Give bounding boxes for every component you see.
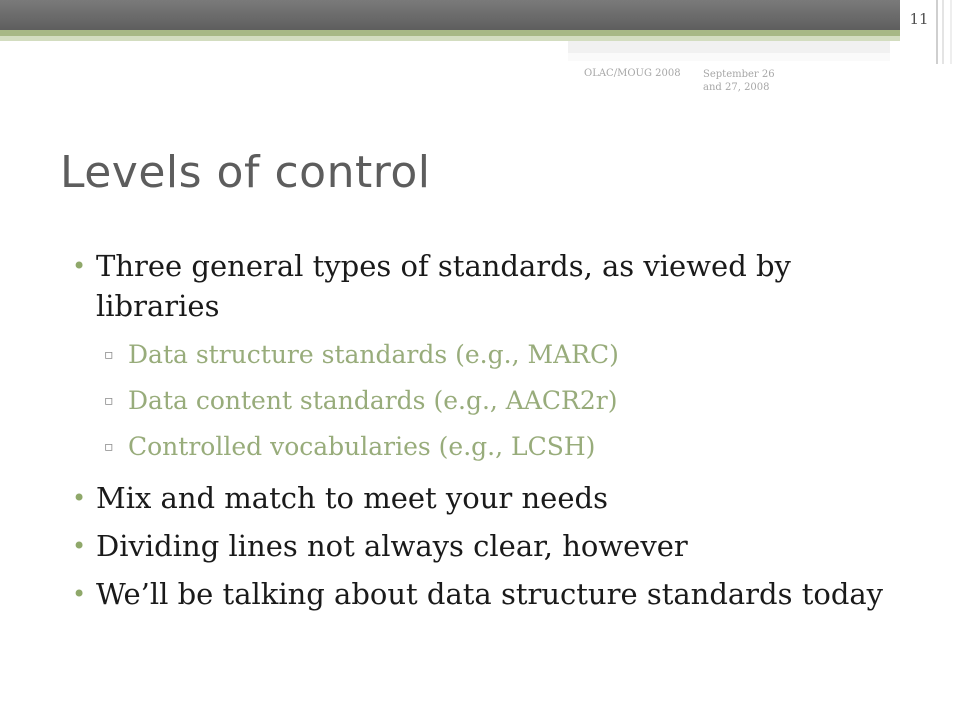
bullet-list [70,246,900,622]
decorative-line [950,0,952,64]
square-bullet-icon: ▫ [104,393,114,409]
bullet-icon: • [72,580,87,608]
footer-org: OLAC/MOUG 2008 [584,68,681,79]
footer-date: September 26 and 27, 2008 [703,69,775,93]
sub-bullet-item [96,378,900,424]
sub-bullet-text: Data structure standards (e.g., MARC) [128,340,619,369]
square-bullet-icon: ▫ [104,439,114,455]
sub-bullet-item [96,332,900,378]
square-bullet-icon: ▫ [104,347,114,363]
sub-bullet-text: Controlled vocabularies (e.g., LCSH) [128,432,596,461]
bullet-item [70,574,900,614]
sub-bullet-item [96,424,900,470]
header-bar-dark [0,0,900,30]
bullet-item [70,246,900,470]
bullet-text: Three general types of standards, as viewed by libraries [96,249,791,323]
bullet-icon: • [72,484,87,512]
page-number: 11 [909,10,929,28]
bullet-item [70,478,900,518]
decorative-line [936,0,938,64]
bullet-text: Dividing lines not always clear, however [96,529,688,563]
slide-title: Levels of control [60,147,431,198]
bullet-icon: • [72,252,87,280]
sub-bullet-list [96,332,900,470]
sub-bullet-text: Data content standards (e.g., AACR2r) [128,386,618,415]
header-strip-light [568,53,890,61]
bullet-item [70,526,900,566]
bullet-icon: • [72,532,87,560]
bullet-text: We’ll be talking about data structure standards today [96,577,884,611]
page-number-box [902,0,936,60]
decorative-line [942,0,944,64]
bullet-text: Mix and match to meet your needs [96,481,608,515]
